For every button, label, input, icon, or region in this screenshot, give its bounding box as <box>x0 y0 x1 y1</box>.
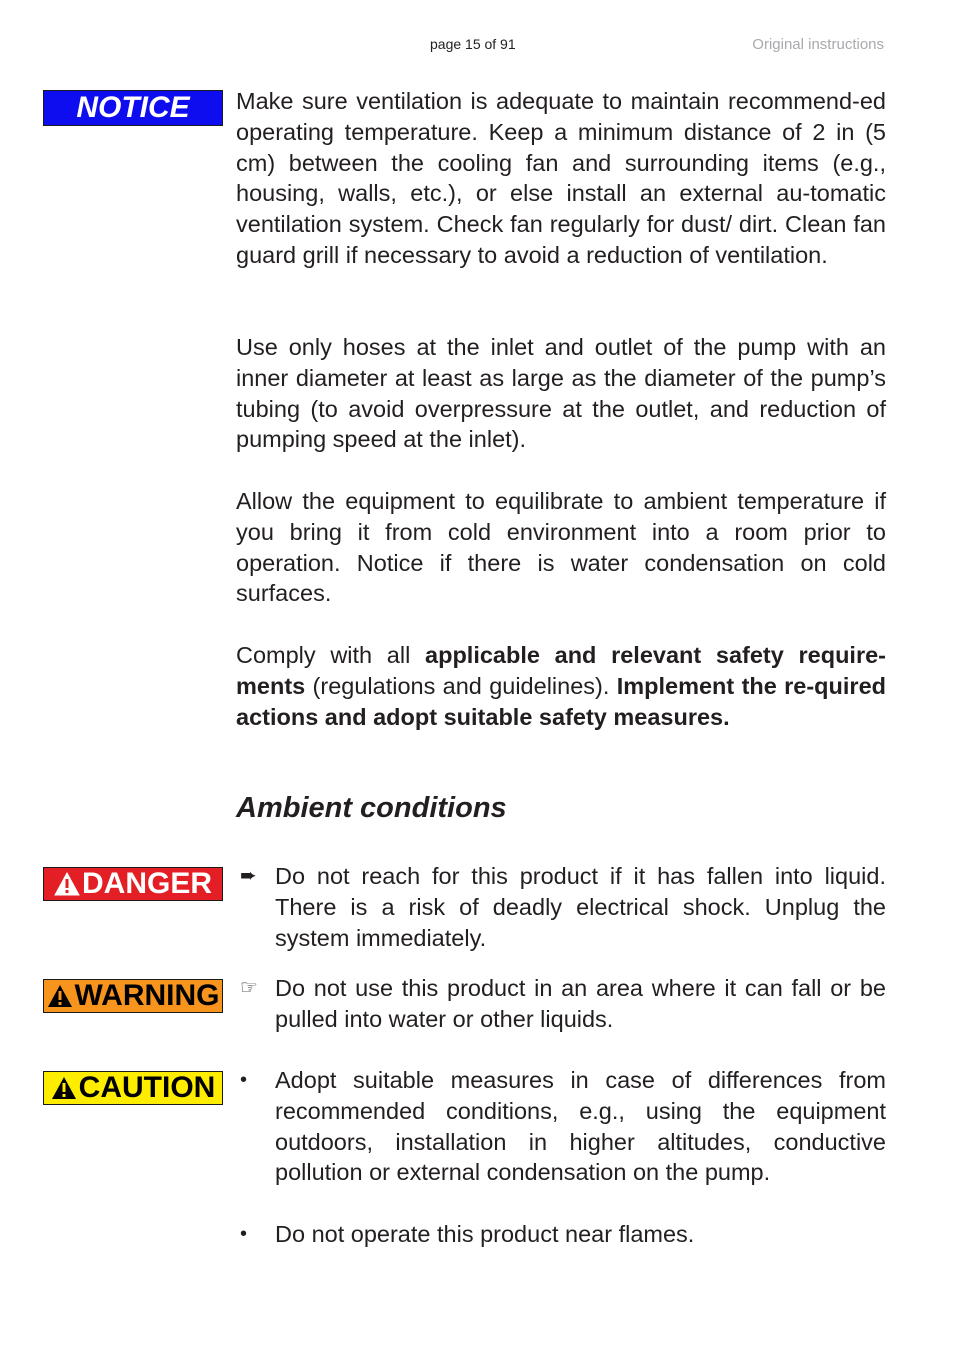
list-item-caution-measures <box>236 1065 886 1188</box>
caution-measures-text: Adopt suitable measures in case of differences from recommended conditions, e.g., using the equipment outdoors, installation in higher altitudes, conductive pollution or external condensation on the pump. <box>275 1067 886 1186</box>
notice-paragraph-safety <box>236 640 886 732</box>
danger-text: Do not reach for this product if it has fallen into liquid. There is a risk of deadly electrical shock. Unplug the system immediately. <box>275 863 886 951</box>
notice-paragraph-temperature: Allow the equipment to equilibrate to ambient temperature if you bring it from cold environment into a room prior to operation. Notice if there is water condensation on cold surfaces. <box>236 488 886 607</box>
notice-badge <box>43 90 223 126</box>
list-item-warning <box>236 973 886 1035</box>
page-header-doc-type: Original instructions <box>752 36 884 53</box>
list-item-caution-flames <box>236 1219 886 1250</box>
page-header-number: page 15 of 91 <box>430 36 516 52</box>
warning-text: Do not use this product in an area where it can fall or be pulled into water or other liquids. <box>275 975 886 1032</box>
caution-flames-text: Do not operate this product near flames. <box>275 1221 695 1247</box>
danger-badge <box>43 867 223 901</box>
section-title: Ambient conditions <box>236 792 507 824</box>
warning-label: WARNING <box>74 979 220 1012</box>
safety-bold-2: Implement the re-quired actions and adopt suitable safety measures. <box>236 672 886 730</box>
list-item-danger <box>236 861 886 953</box>
arrow-icon: ➨ <box>240 865 257 887</box>
caution-label: CAUTION <box>78 1071 216 1104</box>
warning-triangle-icon <box>54 872 80 896</box>
notice-label: NOTICE <box>76 91 190 124</box>
safety-text-1: Comply with all <box>236 642 426 668</box>
bullet-icon: • <box>240 1069 248 1091</box>
notice-paragraph-hoses: Use only hoses at the inlet and outlet of the pump with an inner diameter at least as large as the diameter of the pump’s tubing (to avoid overpressure at the outlet, and reduction of pumping speed at the inlet). <box>236 334 886 453</box>
caution-badge <box>43 1071 223 1105</box>
notice-paragraph-ventilation: Make sure ventilation is adequate to maintain recommend-ed operating temperature. Keep a minimum distance of 2 in (5 cm) between the cooling fan and surrounding items (e.g., housing, walls, etc.), or else install an external au-tomatic ventilation system. Check fan regularly for dust/ dirt. Clean fan guard grill if necessary to avoid a reduction of ventilation. <box>236 88 886 268</box>
pointing-hand-icon: ☞ <box>240 977 258 999</box>
warning-badge <box>43 979 223 1013</box>
bullet-icon: • <box>240 1223 248 1245</box>
safety-bold-1: applicable and relevant safety require-ments <box>236 642 887 699</box>
safety-text-2: (regulations and guidelines). <box>305 672 617 699</box>
warning-triangle-icon <box>47 984 73 1008</box>
danger-label: DANGER <box>81 867 212 900</box>
warning-triangle-icon <box>51 1076 77 1100</box>
